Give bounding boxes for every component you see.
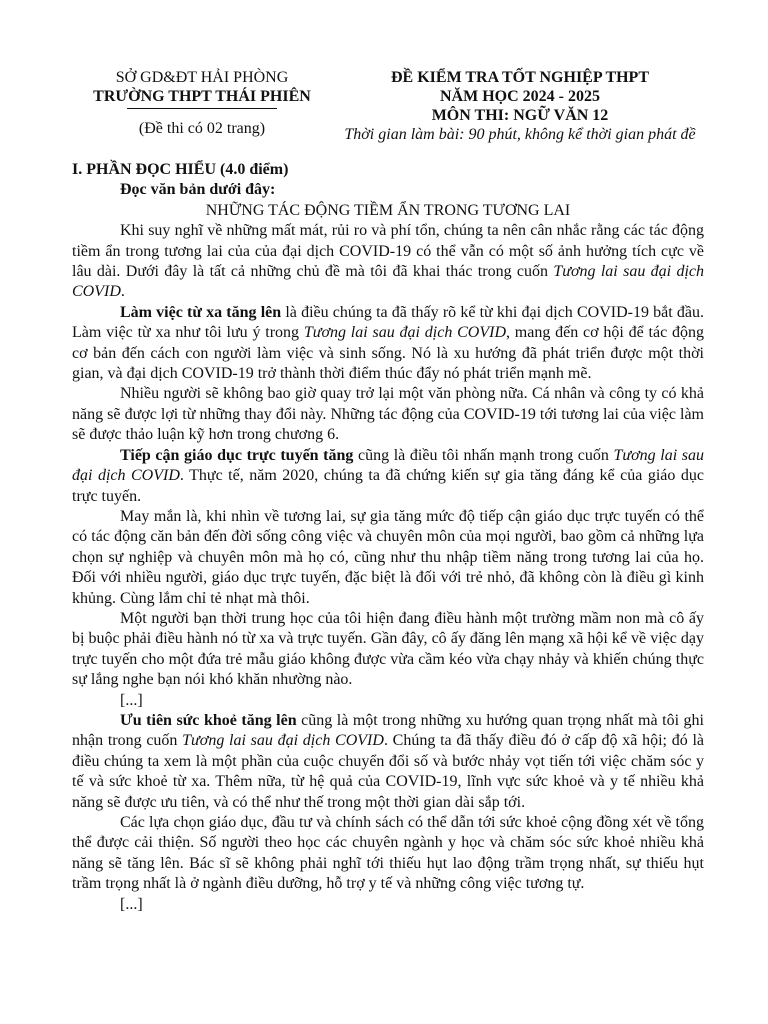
exam-title: ĐỀ KIỂM TRA TỐT NGHIỆP THPT [391,69,649,86]
passage-paragraph [72,384,704,445]
passage-paragraph [72,813,704,895]
paragraph-text: Một người bạn thời trung học của tôi hiện đang điều hành một trường mầm non mà cô ấy bị buộc phải điều hành nó từ xa và trực tuyến. Gần đây, cô ấy đăng lên mạng xã hội kể về việc dạy trực tuyến cho một đứa trẻ mẫu giáo không được vừa cầm kéo vừa chạy nhảy và khiến chúng thực sự lắng nghe bạn nói khó khăn nhường nào. [72,609,704,689]
section-heading: I. PHẦN ĐỌC HIỂU (4.0 điểm) [72,161,289,178]
passage-ellipsis [72,691,704,711]
passage-paragraph [72,711,704,813]
school-name: TRƯỜNG THPT THÁI PHIÊN [93,88,311,105]
passage-title: NHỮNG TÁC ĐỘNG TIỀM ẨN TRONG TƯƠNG LAI [205,201,571,219]
time-note: Thời gian làm bài: 90 phút, không kể thời gian phát đề [344,126,696,143]
passage-paragraph [72,446,704,507]
exam-subject: MÔN THI: NGỮ VĂN 12 [431,107,609,124]
passage-ellipsis [72,895,704,915]
bold-term: Tiếp cận giáo dục trực tuyến tăng [120,446,354,464]
paragraph-text: cũng là một trong những xu hướng quan trọng nhất mà tôi ghi nhận trong cuốn [72,711,705,750]
page-count-note: (Đề thi có 02 trang) [138,120,266,137]
book-title: Tương lai sau đại dịch COVID [182,732,384,750]
passage-paragraph [72,303,704,385]
paragraph-text: . Thực tế, năm 2020, chúng ta đã chứng kiến sự gia tăng đáng kể của giáo dục trực tuyến. [72,467,705,505]
book-title: Tương lai sau đại dịch COVID [72,446,705,485]
book-title: Tương lai sau đại dịch COVID [303,324,506,342]
paragraph-text: . [120,283,125,301]
school-year: NĂM HỌC 2024 - 2025 [440,88,600,105]
reading-instruction: Đọc văn bản dưới đây: [120,181,276,199]
book-title: Tương lai sau đại dịch COVID [72,263,704,301]
paragraph-text: [...] [120,895,143,913]
paragraph-text: . Chúng ta đã thấy điều đó ở cấp độ xã hội; đó là điều chúng ta xem là một phần của cuộc chuyển đổi số và bước nhảy vọt tiến tới việc chăm sóc y tế và sức khoẻ từ xa. Thêm nữa, từ hệ quả của COVID-19, lĩnh vực sức khoẻ và y tế nhiều khả năng sẽ được ưu tiên, và có thể như thế trong một thời gian dài sắp tới. [72,732,705,811]
header-underline [127,108,277,109]
paragraph-text: Khi suy nghĩ về những mất mát, rủi ro và phí tổn, chúng ta nên cân nhắc rằng các tác động tiềm ẩn trong tương lai của của đại dịch COVID-19 có thể vẫn có một số ảnh hưởng tích cực về lâu dài. Dưới đây là tất cả những chủ đề mà tôi đã khai thác trong cuốn [72,222,704,281]
paragraph-text: May mắn là, khi nhìn về tương lai, sự gia tăng mức độ tiếp cận giáo dục trực tuyến có thể có tác động căn bản đến đời sống công việc và chuyên môn của mọi người, bao gồm cả những lựa chọn sự nghiệp và chuyên môn mà họ có, cũng như thu nhập tiềm năng trong tương lai của họ. Đối với nhiều người, giáo dục trực tuyến, đặc biệt là đối với trẻ nhỏ, đã không còn là điều gì kinh khủng. Cùng lắm chỉ tẻ nhạt mà thôi. [72,507,704,607]
paragraph-text: Các lựa chọn giáo dục, đầu tư và chính sách có thể dẫn tới sức khoẻ cộng đồng xét về tổng thể được cải thiện. Số người theo học các chuyên ngành y học và chăm sóc sức khoẻ nhiều khả năng sẽ tăng lên. Bác sĩ sẽ không phải nghĩ tới thiếu hụt lao động trầm trọng nhất, sự thiếu hụt trầm trọng nhất là ở ngành điều dưỡng, hỗ trợ y tế và những công việc tương tự. [72,814,704,893]
header-left [68,68,336,138]
passage-paragraph [72,609,704,691]
paragraph-text: Nhiều người sẽ không bao giờ quay trở lại một văn phòng nữa. Cá nhân và công ty có khả năng sẽ được lợi từ những thay đổi này. Những tác động của COVID-19 tới tương lai của việc làm sẽ được thảo luận kỹ hơn trong chương 6. [72,385,704,444]
bold-term: Làm việc từ xa tăng lên [120,303,282,321]
header-right [330,68,710,144]
paragraph-text: cũng là điều tôi nhấn mạnh trong cuốn [353,446,614,464]
paragraph-text: [...] [120,691,143,709]
bold-term: Ưu tiên sức khoẻ tăng lên [120,711,297,729]
reading-section [72,160,704,915]
paragraph-text: là điều chúng ta đã thấy rõ kể từ khi đại dịch COVID-19 bắt đầu. Làm việc từ xa như tôi lưu ý trong [72,303,704,342]
department-name: SỞ GD&ĐT HẢI PHÒNG [115,69,289,86]
passage-body [72,221,704,915]
passage-paragraph [72,221,704,303]
passage-paragraph [72,507,704,609]
paragraph-text: , mang đến cơ hội để tác động cơ bản đến cách con người làm việc và sinh sống. Nó là xu hướng đã phát triển được một thời gian, và đại dịch COVID-19 trở thành thời điểm thúc đẩy nó phát triển mạnh mẽ. [72,324,705,383]
